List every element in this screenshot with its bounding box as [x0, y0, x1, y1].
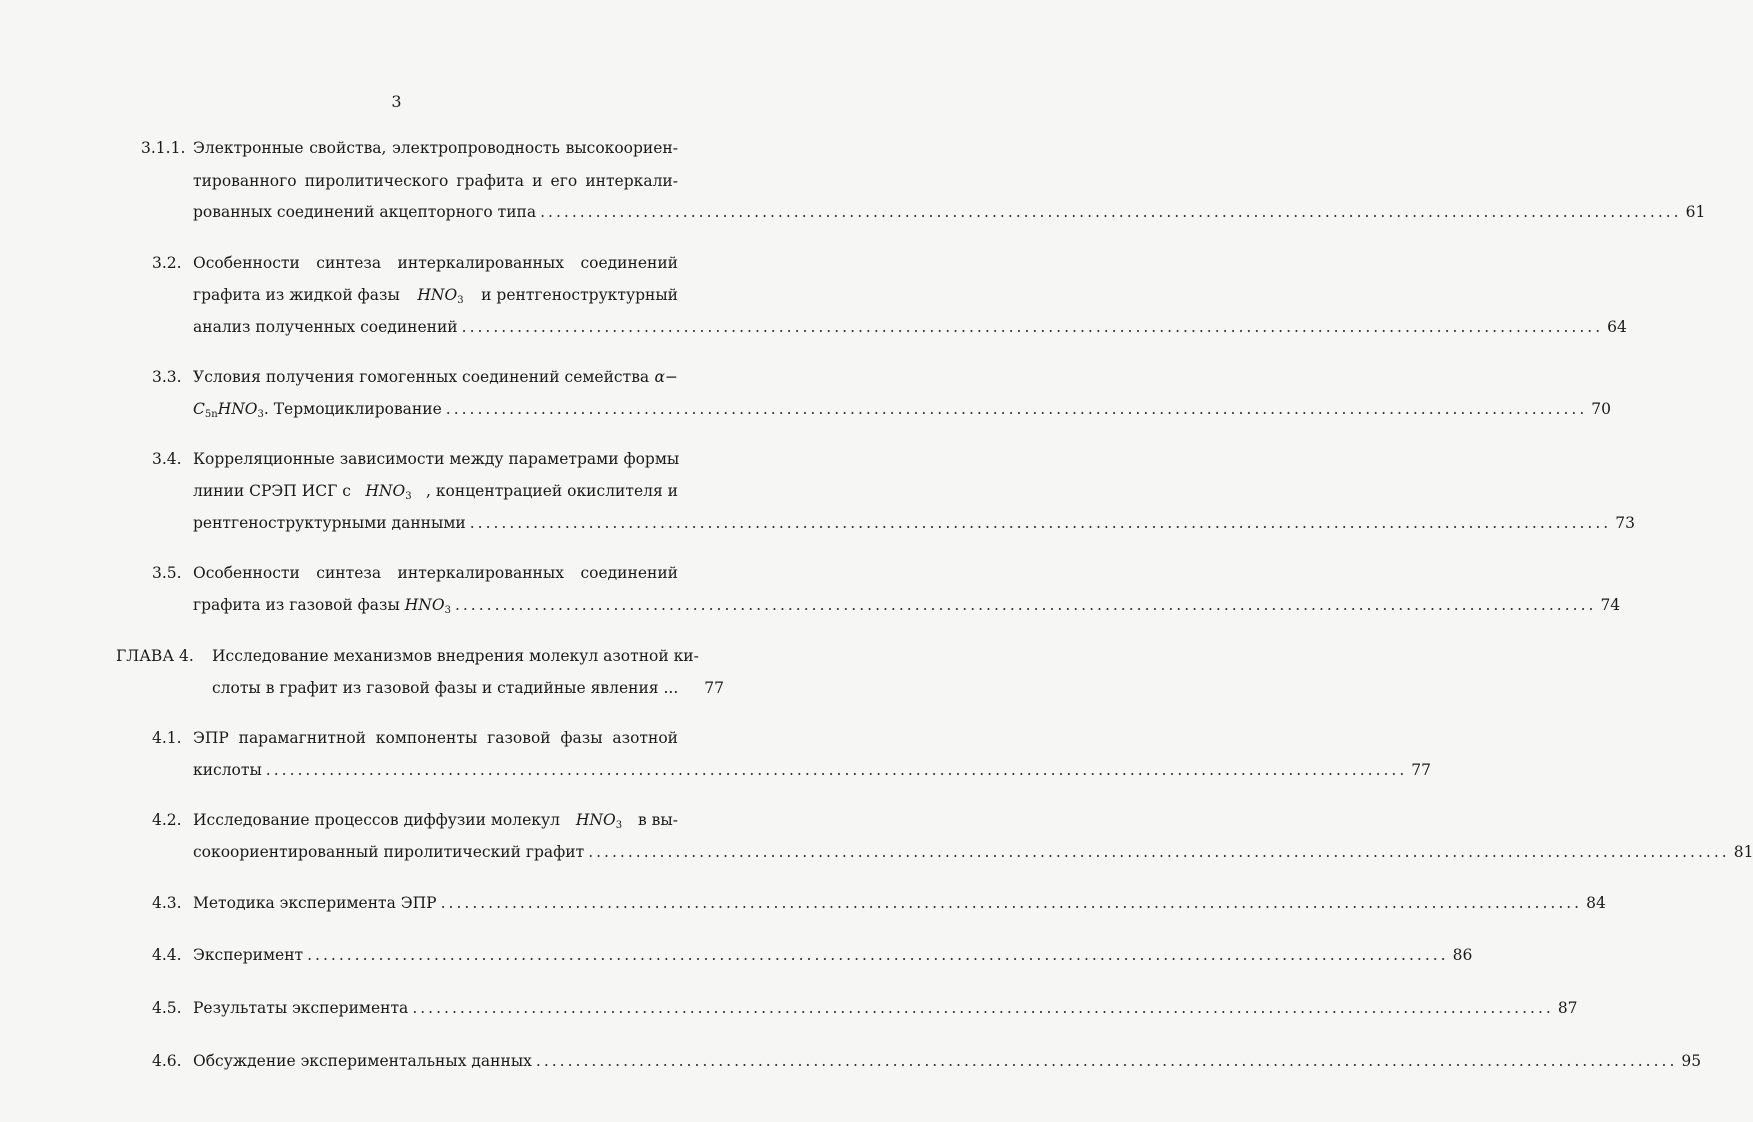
leader-dots: ................................................................................................................................................	[588, 843, 1730, 861]
toc-page-number: 87	[1557, 999, 1578, 1017]
toc-page-number: 61	[1685, 203, 1706, 221]
toc-page-number: 95	[1681, 1052, 1702, 1070]
toc-entry-number: 3.2.	[152, 254, 182, 272]
toc-entry-leader-line: графита из газовой фазы $HNO_3$ ................................................................................................................................................ 74	[193, 596, 1621, 616]
toc-entry-line: ЭПР парамагнитной компоненты газовой фазы азотной	[193, 729, 678, 747]
leader-dots: ................................................................................................................................................	[469, 514, 1612, 532]
toc-entry-number: 4.3.	[152, 894, 182, 912]
leader-dots: ................................................................................................................................................	[540, 203, 1682, 221]
toc-entry-number: 4.2.	[152, 811, 182, 829]
toc-entry-line: Особенности синтеза интеркалированных соединений	[193, 564, 678, 582]
toc-entry-line: линии СРЭП ИСГ с $HNO_3$ , концентрацией окислителя и	[193, 482, 678, 502]
toc-entry-leader-line: Обсуждение экспериментальных данных ................................................................................................................................................ 95	[193, 1052, 1702, 1070]
toc-entry-number: 4.1.	[152, 729, 182, 747]
toc-entry-leader-line: Результаты эксперимента ................................................................................................................................................ 87	[193, 999, 1578, 1017]
toc-entry-line: графита из жидкой фазы $HNO_3$ и рентгеноструктурный	[193, 286, 678, 306]
leader-dots: ................................................................................................................................................	[461, 318, 1604, 336]
toc-page-number: 73	[1615, 514, 1635, 532]
toc-entry-leader-line: Эксперимент ................................................................................................................................................ 86	[193, 946, 1473, 964]
toc-entry-line: Особенности синтеза интеркалированных соединений	[193, 254, 678, 272]
toc-entry-leader-line: рентгеноструктурными данными ................................................................................................................................................ 73	[193, 514, 1635, 532]
toc-page-number: 81	[1733, 843, 1753, 861]
toc-page-number: 70	[1591, 400, 1611, 418]
leader-dots: ................................................................................................................................................	[440, 894, 1583, 912]
leader-dots: ................................................................................................................................................	[445, 400, 1588, 418]
toc-page-number: 77	[1411, 761, 1432, 779]
toc-entry-number: 4.6.	[152, 1052, 182, 1070]
toc-chapter-number: ГЛАВА 4.	[116, 647, 194, 665]
toc-entry-line: Условия получения гомогенных соединений семейства α−	[193, 368, 678, 386]
toc-entry-leader-line: сокоориентированный пиролитический графит ................................................................................................................................................ 81	[193, 843, 1753, 861]
toc-entry-number: 4.5.	[152, 999, 182, 1017]
toc-entry-leader-line: слоты в графит из газовой фазы и стадийные явления ... 77	[212, 679, 724, 697]
toc-page-number: 84	[1586, 894, 1606, 912]
toc-page-number: 77	[704, 679, 724, 697]
toc-entry-leader-line: рованных соединений акцепторного типа ................................................................................................................................................ 61	[193, 203, 1706, 221]
toc-entry-number: 3.3.	[152, 368, 182, 386]
toc-entry-line: Исследование процессов диффузии молекул $HNO_3$ в вы-	[193, 811, 678, 831]
toc-page-number: 74	[1600, 596, 1621, 614]
leader-dots: ................................................................................................................................................	[454, 596, 1597, 614]
toc-entry-line: Корреляционные зависимости между параметрами формы	[193, 450, 680, 468]
leader-dots: ................................................................................................................................................	[307, 946, 1449, 964]
toc-entry-line: Исследование механизмов внедрения молекул азотной ки-	[212, 647, 699, 665]
toc-entry-number: 3.5.	[152, 564, 182, 582]
toc-entry-line: Электронные свойства, электропроводность высокоориен-	[193, 139, 678, 157]
toc-entry-line: тированного пиролитического графита и его интеркали-	[193, 172, 678, 190]
leader-dots: ................................................................................................................................................	[535, 1052, 1678, 1070]
toc-entry-number: 3.1.1.	[141, 139, 186, 157]
leader-dots: ................................................................................................................................................	[412, 999, 1554, 1017]
toc-page-number: 64	[1607, 318, 1627, 336]
toc-entry-number: 3.4.	[152, 450, 182, 468]
toc-entry-leader-line: $C_{5n}HNO_3$. Термоциклирование ................................................................................................................................................ 70	[193, 400, 1611, 420]
toc-entry-leader-line: Методика эксперимента ЭПР ................................................................................................................................................ 84	[193, 894, 1606, 912]
toc-page-number: 86	[1452, 946, 1473, 964]
toc-entry-leader-line: кислоты ................................................................................................................................................ 77	[193, 761, 1432, 779]
toc-entry-leader-line: анализ полученных соединений ................................................................................................................................................ 64	[193, 318, 1627, 336]
page-number: 3	[391, 92, 402, 111]
toc-entry-number: 4.4.	[152, 946, 182, 964]
leader-dots: ................................................................................................................................................	[265, 761, 1408, 779]
